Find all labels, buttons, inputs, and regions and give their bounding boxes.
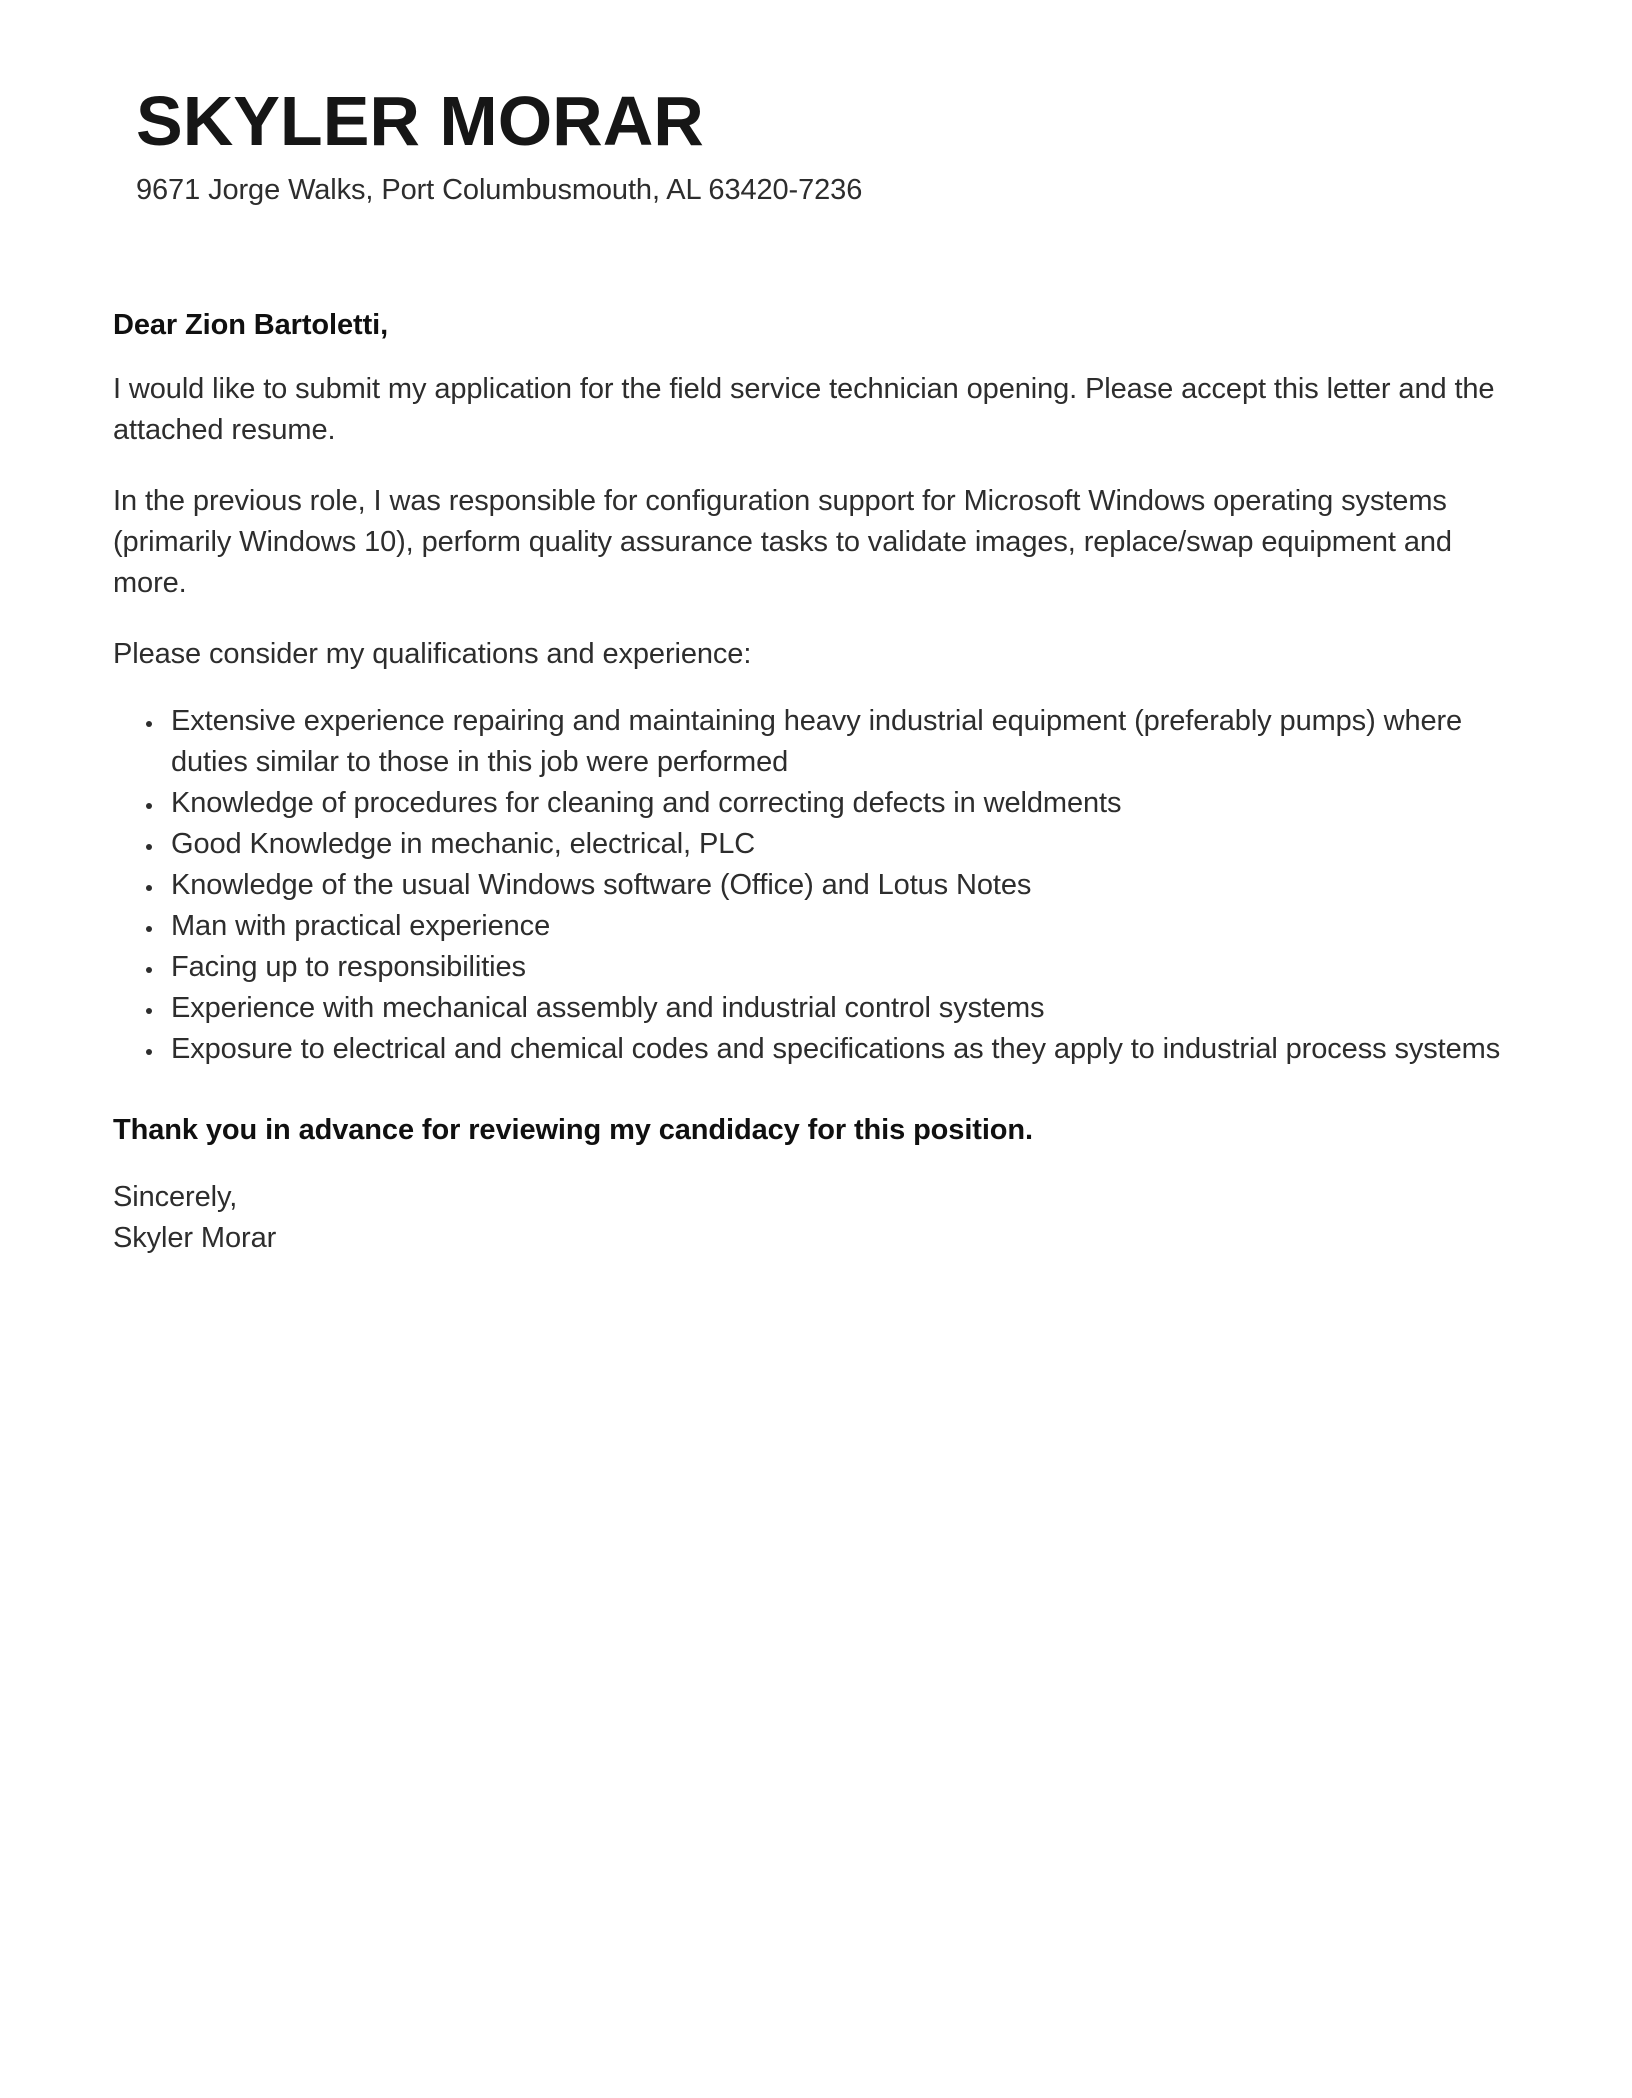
intro-paragraph: I would like to submit my application for the field service technician opening. Please accept this letter and the attached resume. [113,373,1495,446]
qualification-item: • Man with practical experience [165,906,1522,947]
letter-header [113,84,1522,208]
closing-statement: Thank you in advance for reviewing my candidacy for this position. [113,1114,1033,1146]
qualification-item: • Knowledge of the usual Windows software (Office) and Lotus Notes [165,865,1522,906]
qualification-item: • Experience with mechanical assembly and industrial control systems [165,988,1522,1029]
qualifications-list [113,701,1522,1070]
qualification-item: • Extensive experience repairing and maintaining heavy industrial equipment (preferably pumps) where duties similar to those in this job were performed [165,701,1522,783]
qualification-item: • Knowledge of procedures for cleaning and correcting defects in weldments [165,783,1522,824]
signoff-name: Skyler Morar [113,1222,277,1254]
signoff-block [113,1177,1522,1259]
qualifications-lead-in: Please consider my qualifications and experience: [113,638,752,670]
previous-role-paragraph: In the previous role, I was responsible for configuration support for Microsoft Windows operating systems (primarily Windows 10), perform quality assurance tasks to validate images, replace/swap equipment and more. [113,485,1452,599]
signoff-word: Sincerely, [113,1181,238,1213]
salutation: Dear Zion Bartoletti, [113,309,389,341]
applicant-address: 9671 Jorge Walks, Port Columbusmouth, AL 63420-7236 [136,174,863,206]
applicant-name: SKYLER MORAR [136,82,704,160]
qualification-item: • Good Knowledge in mechanic, electrical, PLC [165,824,1522,865]
qualification-item: • Exposure to electrical and chemical codes and specifications as they apply to industrial process systems [165,1029,1522,1070]
letter-body [113,305,1522,1259]
qualification-item: • Facing up to responsibilities [165,947,1522,988]
